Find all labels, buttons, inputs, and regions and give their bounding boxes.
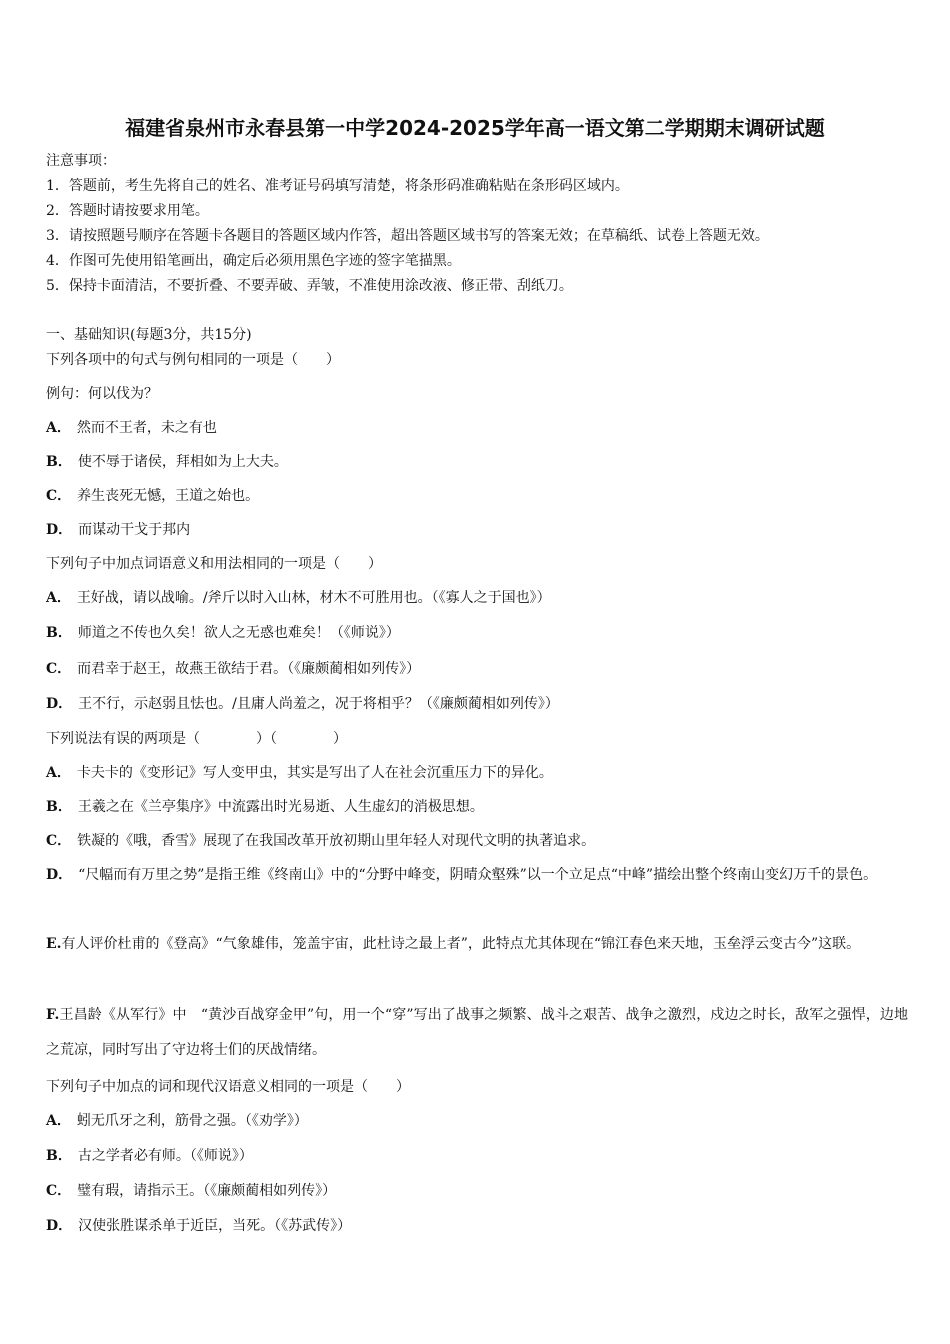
- option-label: B．: [46, 625, 72, 641]
- option-label: C．: [46, 661, 72, 677]
- notice-item: 3．请按照题号顺序在答题卡各题目的答题区域内作答，超出答题区域书写的答案无效；在草稿纸、试卷上答题无效。: [46, 228, 769, 244]
- option-label: A．: [46, 420, 71, 436]
- option-label: D．: [46, 696, 73, 712]
- option-label: B．: [46, 1148, 72, 1164]
- option-d: [46, 695, 559, 713]
- option-text: 古之学者必有师。（《师说》）: [77, 1148, 253, 1164]
- option-label: D．: [46, 522, 73, 538]
- option-text: 王不行，示赵弱且怯也。/且庸人尚羞之，况于将相乎？（《廉颇蔺相如列传》）: [78, 696, 559, 712]
- question-stem: 下列句子中加点的词和现代汉语意义相同的一项是（ ）: [46, 1079, 410, 1095]
- option-c: [46, 1182, 336, 1200]
- option-c: [46, 660, 420, 678]
- option-b: [46, 624, 400, 642]
- option-b: [46, 453, 288, 471]
- option-label: A．: [46, 765, 71, 781]
- option-label: A．: [46, 1113, 71, 1129]
- option-label: C．: [46, 1183, 72, 1199]
- option-label: E.: [46, 936, 62, 952]
- section-heading: 一、基础知识(每题3分，共15分): [46, 327, 252, 343]
- question-stem: 下列各项中的句式与例句相同的一项是（ ）: [46, 352, 340, 368]
- option-label: D．: [46, 867, 73, 883]
- option-text: 王好战，请以战喻。/斧斤以时入山林，材木不可胜用也。（《寡人之于国也》）: [76, 590, 551, 606]
- page-title: 福建省泉州市永春县第一中学2024-2025学年高一语文第二学期期末调研试题: [125, 116, 825, 140]
- option-text: 使不辱于诸侯，拜相如为上大夫。: [77, 454, 288, 470]
- option-a: [46, 419, 217, 437]
- option-label: B．: [46, 799, 72, 815]
- question-example: 例句：何以伐为？: [46, 386, 158, 402]
- option-b: [46, 798, 484, 816]
- option-label: C．: [46, 488, 72, 504]
- option-a: [46, 764, 553, 782]
- option-e: [46, 927, 908, 962]
- option-text: 汉使张胜谋杀单于近臣，当死。（《苏武传》）: [78, 1218, 352, 1234]
- option-text: 璧有瑕，请指示王。（《廉颇蔺相如列传》）: [77, 1183, 337, 1199]
- option-text: 蚓无爪牙之利，筋骨之强。（《劝学》）: [76, 1113, 308, 1129]
- option-text: “尺幅而有万里之势”是指王维《终南山》中的“分野中峰变，阴晴众壑殊”以一个立足点“中峰”描绘出整个终南山变幻万千的景色。: [78, 867, 878, 883]
- option-f: [46, 998, 908, 1068]
- option-text: 有人评价杜甫的《登高》“气象雄伟，笼盖宇宙，此杜诗之最上者”，此特点尤其体现在“锦江春色来天地，玉垒浮云变古今”这联。: [61, 936, 861, 952]
- option-a: [46, 589, 551, 607]
- question-stem: 下列说法有误的两项是（ ）（ ）: [46, 731, 347, 747]
- option-d: [46, 1217, 351, 1235]
- question-stem: 下列句子中加点词语意义和用法相同的一项是（ ）: [46, 556, 382, 572]
- option-label: A．: [46, 590, 71, 606]
- option-text: 师道之不传也久矣！欲人之无惑也难矣！（《师说》）: [77, 625, 400, 641]
- notice-item: 4．作图可先使用铅笔画出，确定后必须用黑色字迹的签字笔描黑。: [46, 253, 461, 269]
- option-text: 王昌龄《从军行》中 “黄沙百战穿金甲”句，用一个“穿”写出了战事之频繁、战斗之艰苦、战争之激烈，戍边之时长，敌军之强悍，边地之荒凉，同时写出了守边将士们的厌战情绪。: [46, 1007, 908, 1058]
- option-b: [46, 1147, 253, 1165]
- option-text: 卡夫卡的《变形记》写人变甲虫，其实是写出了人在社会沉重压力下的异化。: [76, 765, 553, 781]
- option-c: [46, 832, 595, 850]
- option-a: [46, 1112, 308, 1130]
- option-label: D．: [46, 1218, 73, 1234]
- option-text: 王羲之在《兰亭集序》中流露出时光易逝、人生虚幻的消极思想。: [77, 799, 484, 815]
- option-text: 而君幸于赵王，故燕王欲结于君。（《廉颇蔺相如列传》）: [77, 661, 421, 677]
- option-d: [46, 858, 908, 893]
- option-text: 而谋动干戈于邦内: [78, 522, 191, 538]
- option-text: 铁凝的《哦，香雪》展现了在我国改革开放初期山里年轻人对现代文明的执著追求。: [77, 833, 596, 849]
- notice-item: 1．答题前，考生先将自己的姓名、准考证号码填写清楚，将条形码准确粘贴在条形码区域内。: [46, 178, 629, 194]
- notice-heading: 注意事项：: [46, 153, 116, 169]
- option-text: 养生丧死无憾，王道之始也。: [77, 488, 260, 504]
- notice-item: 5．保持卡面清洁，不要折叠、不要弄破、弄皱，不准使用涂改液、修正带、刮纸刀。: [46, 278, 573, 294]
- option-c: [46, 487, 259, 505]
- option-label: F.: [46, 1007, 60, 1023]
- option-label: C．: [46, 833, 72, 849]
- option-text: 然而不王者，未之有也: [76, 420, 217, 436]
- notice-item: 2．答题时请按要求用笔。: [46, 203, 209, 219]
- option-label: B．: [46, 454, 72, 470]
- option-d: [46, 521, 190, 539]
